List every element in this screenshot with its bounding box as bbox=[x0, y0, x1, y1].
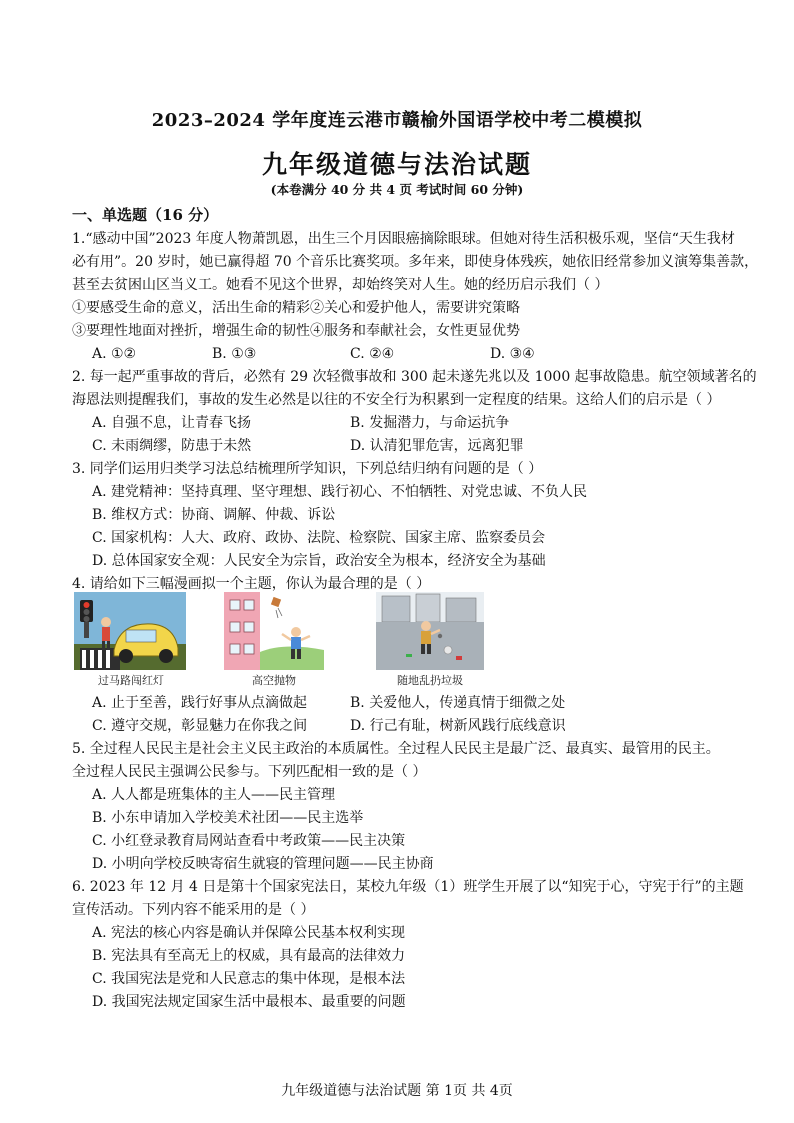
q6-option-a: A. 宪法的核心内容是确认并保障公民基本权利实现 bbox=[92, 925, 406, 941]
q5-stem-line1: 5. 全过程人民民主是社会主义民主政治的本质属性。全过程人民民主是最广泛、最真实、最管用的民主。 bbox=[72, 741, 720, 757]
q5-option-d: D. 小明向学校反映寄宿生就寝的管理问题——民主协商 bbox=[92, 856, 434, 872]
q2-stem-line2: 海恩法则提醒我们，事故的发生必然是以往的不安全行为积累到一定程度的结果。这给人们的启示是（ ） bbox=[72, 392, 721, 408]
q4-cartoons bbox=[72, 592, 502, 687]
section-heading: 一、单选题（16 分） bbox=[72, 206, 219, 224]
q6-stem-line2: 宣传活动。下列内容不能采用的是（ ） bbox=[72, 902, 315, 918]
cartoon-caption-2: 高空抛物 bbox=[252, 674, 296, 687]
q3-option-d: D. 总体国家安全观：人民安全为宗旨，政治安全为根本，经济安全为基础 bbox=[92, 553, 546, 569]
q2-option-d: D. 认清犯罪危害，远离犯罪 bbox=[350, 438, 524, 454]
q5-option-c: C. 小红登录教育局网站查看中考政策——民主决策 bbox=[92, 833, 406, 849]
q3-option-c: C. 国家机构：人大、政府、政协、法院、检察院、国家主席、监察委员会 bbox=[92, 530, 546, 546]
q3-option-b: B. 维权方式：协商、调解、仲裁、诉讼 bbox=[92, 507, 336, 523]
q3-option-a: A. 建党精神：坚持真理、坚守理想、践行初心、不怕牺牲、对党忠诚、不负人民 bbox=[92, 484, 588, 500]
q1-option-b: B. ①③ bbox=[212, 346, 257, 362]
q2-option-b: B. 发掘潜力，与命运抗争 bbox=[350, 415, 510, 431]
cartoon-caption-3: 随地乱扔垃圾 bbox=[397, 674, 463, 687]
cartoon-caption-1: 过马路闯红灯 bbox=[98, 674, 164, 687]
q4-option-c: C. 遵守交规，彰显魅力在你我之间 bbox=[92, 718, 308, 734]
q1-option-c: C. ②④ bbox=[350, 346, 395, 362]
cartoon-red-light-image bbox=[74, 592, 186, 670]
q1-option-a: A. ①② bbox=[92, 346, 137, 362]
q1-item-line1: ①要感受生命的意义，活出生命的精彩②关心和爱护他人，需要讲究策略 bbox=[72, 300, 520, 316]
q5-option-b: B. 小东申请加入学校美术社团——民主选举 bbox=[92, 810, 364, 826]
q2-option-c: C. 未雨绸缪，防患于未然 bbox=[92, 438, 252, 454]
q1-item-line2: ③要理性地面对挫折，增强生命的韧性④服务和奉献社会，女性更显优势 bbox=[72, 323, 520, 339]
q4-option-d: D. 行己有耻，树新风践行底线意识 bbox=[350, 718, 566, 734]
q6-option-c: C. 我国宪法是党和人民意志的集中体现，是根本法 bbox=[92, 971, 406, 987]
q4-option-a: A. 止于至善，践行好事从点滴做起 bbox=[92, 695, 308, 711]
q1-stem-line3: 甚至去贫困山区当义工。她看不见这个世界，却始终笑对人生。她的经历启示我们（ ） bbox=[72, 277, 609, 293]
cartoon-littering-image bbox=[376, 592, 484, 670]
q4-stem: 4. 请给如下三幅漫画拟一个主题，你认为最合理的是（ ） bbox=[72, 576, 431, 592]
cartoon-falling-object-image bbox=[224, 592, 324, 670]
q1-stem-line1: 1.“感动中国”2023 年度人物萧凯恩，出生三个月因眼癌摘除眼球。但她对待生活积极乐观，坚信“天生我材 bbox=[72, 231, 735, 247]
q5-option-a: A. 人人都是班集体的主人——民主管理 bbox=[92, 787, 336, 803]
q3-stem: 3. 同学们运用归类学习法总结梳理所学知识，下列总结归纳有问题的是（ ） bbox=[72, 461, 543, 477]
q2-stem-line1: 2. 每一起严重事故的背后，必然有 29 次轻微事故和 300 起未遂先兆以及 1000 起事故隐患。航空领域著名的 bbox=[72, 369, 757, 385]
q5-stem-line2: 全过程人民民主强调公民参与。下列匹配相一致的是（ ） bbox=[72, 764, 427, 780]
q6-option-b: B. 宪法具有至高无上的权威，具有最高的法律效力 bbox=[92, 948, 406, 964]
q1-option-d: D. ③④ bbox=[490, 346, 535, 362]
page-footer: 九年级道德与法治试题 第 1页 共 4页 bbox=[281, 1083, 513, 1099]
exam-info: (本卷满分 40 分 共 4 页 考试时间 60 分钟) bbox=[270, 182, 524, 197]
subject-title: 九年级道德与法治试题 bbox=[261, 150, 532, 179]
q4-option-b: B. 关爱他人，传递真情于细微之处 bbox=[350, 695, 566, 711]
q6-option-d: D. 我国宪法规定国家生活中最根本、最重要的问题 bbox=[92, 994, 406, 1010]
exam-title: 2023–2024 学年度连云港市赣榆外国语学校中考二模模拟 bbox=[151, 110, 643, 131]
q2-option-a: A. 自强不息，让青春飞扬 bbox=[92, 415, 252, 431]
q6-stem-line1: 6. 2023 年 12 月 4 日是第十个国家宪法日，某校九年级（1）班学生开展了以“知宪于心，守宪于行”的主题 bbox=[72, 879, 744, 895]
q1-stem-line2: 必有用”。20 岁时，她已赢得超 70 个音乐比赛奖项。多年来，即使身体残疾，她依旧经常参加义演筹集善款， bbox=[72, 254, 759, 270]
